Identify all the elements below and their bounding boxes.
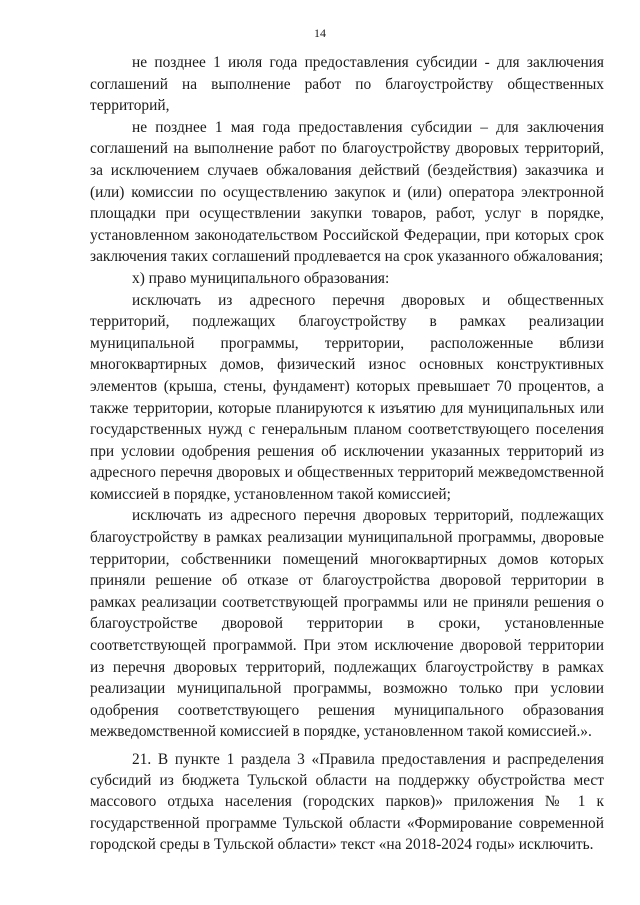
paragraph-exclude-worn-territories: исключать из адресного перечня дворовых и общественных территорий, подлежащих благоустройству в рамках реализации муниципальной программы, территории, расположенные вблизи многоквартирных домов, физический износ основных конструктивных элементов (крыша, стены, фундамент) которых превышает 70 процентов, а также территории, которые планируются к изъятию для муниципальных или государственных нужд с генеральным планом соответствующего поселения при условии одобрения решения об исключении указанных территорий из адресного перечня дворовых и общественных территорий межведомственной комиссией в порядке, установленном такой комиссией; [90,291,604,503]
paragraph-municipal-right-heading: х) право муниципального образования: [132,269,390,287]
page-number: 14 [314,26,326,40]
document-body [90,52,604,855]
paragraph-public-territories-deadline: не позднее 1 июля года предоставления субсидии - для заключения соглашений на выполнение работ по благоустройству общественных территорий, [90,54,604,115]
paragraph-item-21: 21. В пункте 1 раздела 3 «Правила предоставления и распределения субсидий из бюджета Тульской области на поддержку обустройства мест массового отдыха населения (городских парков)» приложения № 1 к государственной программе Тульской области «Формирование современной городской среды в Тульской области» текст «на 2018-2024 годы» исключить. [90,751,604,853]
paragraph-courtyard-territories-deadline: не позднее 1 мая года предоставления субсидии – для заключения соглашений на выполнение работ по благоустройству дворовых территорий, за исключением случаев обжалования действий (бездействия) заказчика и (или) комиссии по осуществлению закупок и (или) оператора электронной площадки при осуществлении закупки товаров, работ, услуг в порядке, установленном законодательством Российской Федерации, при которых срок заключения таких соглашений продлевается на срок указанного обжалования; [90,118,604,266]
paragraph-exclude-refused-territories: исключать из адресного перечня дворовых территорий, подлежащих благоустройству в рамках реализации муниципальной программы, дворовые территории, собственники помещений многоквартирных домов которых приняли решение об отказе от благоустройства дворовой территории в рамках реализации соответствующей программы или не приняли решения о благоустройстве дворовой территории в сроки, установленные соответствующей программой. При этом исключение дворовой территории из перечня дворовых территорий, подлежащих благоустройству в рамках реализации муниципальной программы, возможно только при условии одобрения соответствующего решения муниципального образования межведомственной комиссией в порядке, установленном такой комиссией.». [90,507,604,741]
